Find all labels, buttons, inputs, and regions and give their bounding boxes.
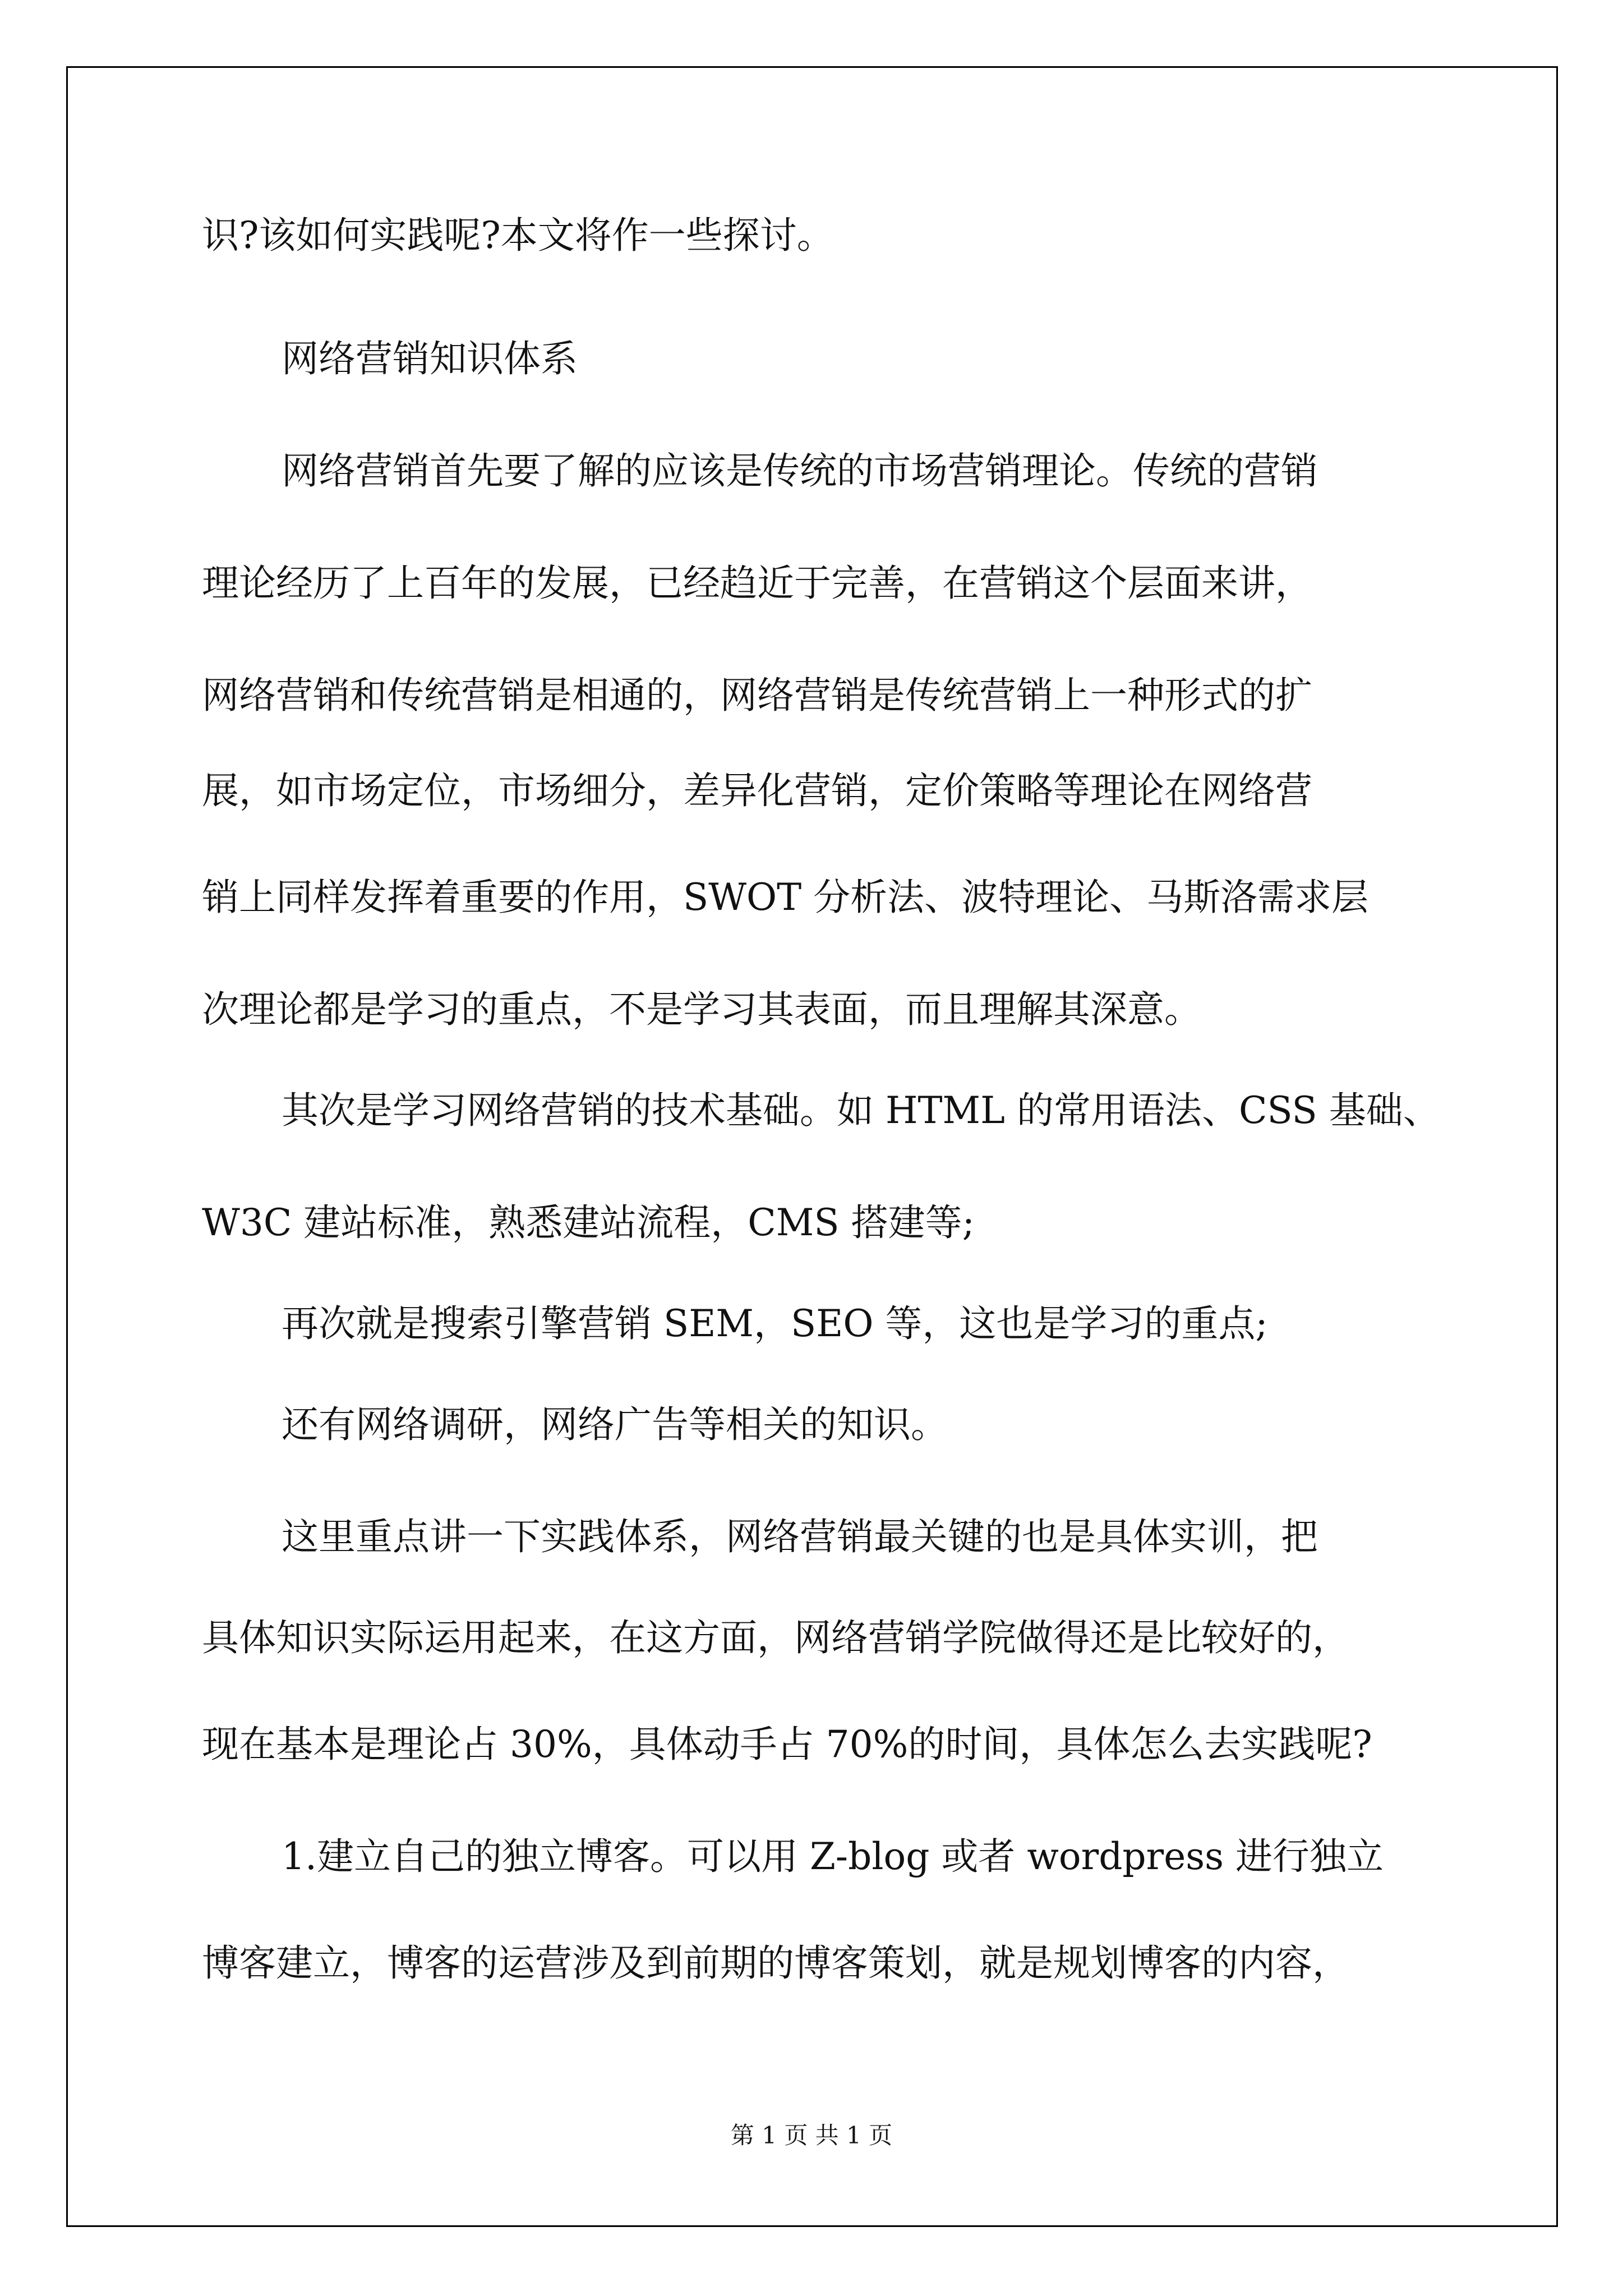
text-line: 其次是学习网络营销的技术基础。如 HTML 的常用语法、CSS 基础、 — [282, 1089, 1440, 1132]
text-line: 销上同样发挥着重要的作用，SWOT 分析法、波特理论、马斯洛需求层 — [202, 876, 1369, 919]
section-heading: 网络营销知识体系 — [282, 337, 578, 380]
text-line: 网络营销和传统营销是相通的，网络营销是传统营销上一种形式的扩 — [202, 674, 1312, 717]
text-line: 理论经历了上百年的发展，已经趋近于完善，在营销这个层面来讲， — [202, 562, 1312, 605]
text-line: 具体知识实际运用起来，在这方面，网络营销学院做得还是比较好的， — [202, 1616, 1349, 1659]
text-line: 次理论都是学习的重点，不是学习其表面，而且理解其深意。 — [202, 988, 1201, 1031]
text-line: 这里重点讲一下实践体系，网络营销最关键的也是具体实训，把 — [282, 1515, 1318, 1558]
text-line: 再次就是搜索引擎营销 SEM，SEO 等，这也是学习的重点; — [282, 1302, 1268, 1345]
text-line: 网络营销首先要了解的应该是传统的市场营销理论。传统的营销 — [282, 449, 1318, 493]
text-line: 识?该如何实践呢?本文将作一些探讨。 — [202, 214, 834, 257]
text-line: 还有网络调研，网络广告等相关的知识。 — [282, 1403, 948, 1446]
text-line: 博客建立，博客的运营涉及到前期的博客策划，就是规划博客的内容， — [202, 1941, 1349, 1985]
page-footer: 第 1 页 共 1 页 — [730, 2122, 893, 2149]
text-line: 展，如市场定位，市场细分，差异化营销，定价策略等理论在网络营 — [202, 769, 1312, 812]
page-border — [66, 66, 1558, 2227]
text-line: 1.建立自己的独立博客。可以用 Z-blog 或者 wordpress 进行独立 — [282, 1835, 1384, 1878]
text-line: W3C 建站标准，熟悉建站流程，CMS 搭建等; — [202, 1201, 975, 1244]
text-line: 现在基本是理论占 30%，具体动手占 70%的时间，具体怎么去实践呢? — [202, 1723, 1372, 1766]
